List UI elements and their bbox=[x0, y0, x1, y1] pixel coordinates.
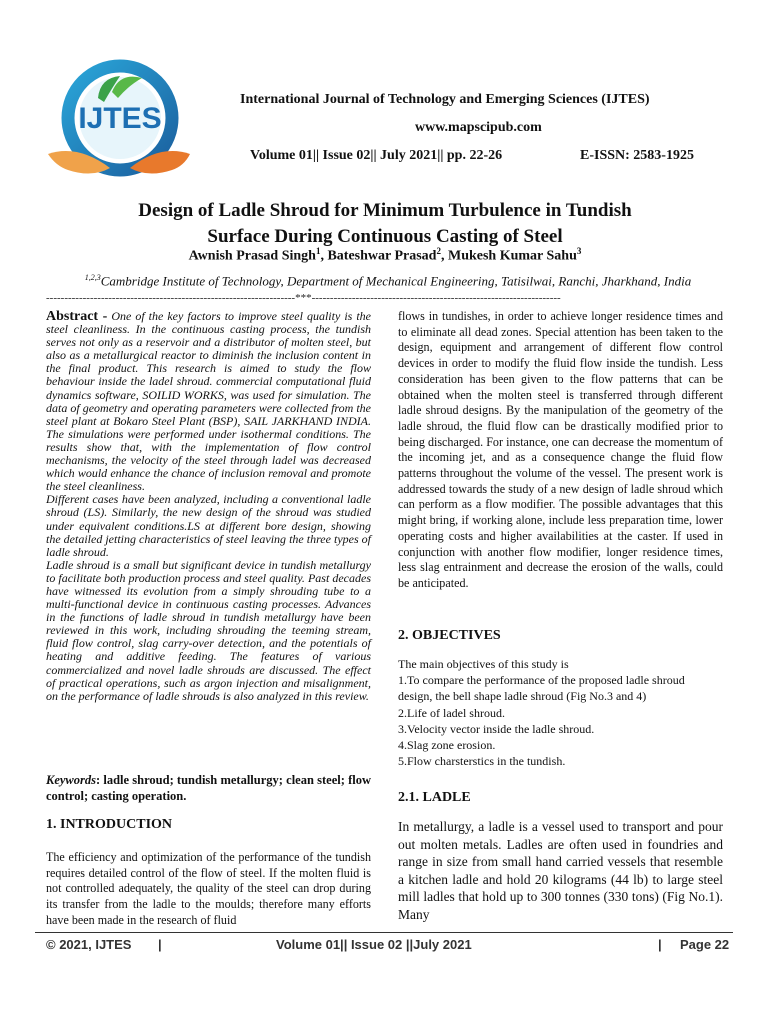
page-number: Page 22 bbox=[680, 937, 730, 952]
footer-separator: | bbox=[658, 937, 662, 952]
objective-item: 1.To compare the performance of the proposed ladle shroud bbox=[398, 673, 685, 688]
author-name: Mukesh Kumar Sahu bbox=[447, 248, 577, 264]
footer-copyright: © 2021, IJTES bbox=[46, 937, 132, 952]
intro-text: The efficiency and optimization of the performance of the tundish requires detailed control of the flow of steel. If the molten fluid is not controlled adequately, the quality of the steel can drop during its transfer from the ladle to the moulds; therefore many efforts have been made in the research of fluid bbox=[46, 850, 371, 927]
abstract bbox=[46, 310, 371, 703]
objective-item: 3.Velocity vector inside the ladle shroud. bbox=[398, 721, 595, 736]
abstract-label: Abstract - bbox=[46, 309, 108, 324]
section-separator: --------------------------------------------------------------------***-------------------------------------------------------------------- bbox=[46, 293, 561, 304]
paper-title-line1: Design of Ladle Shroud for Minimum Turbulence in Tundish bbox=[138, 200, 632, 221]
ladle-text: In metallurgy, a ladle is a vessel used to transport and pour out molten metals. Ladles are often used in foundries and range in size from small hand carried vessels that resemble a kitchen ladle and hold 20 kilograms (44 lb) to large steel mill ladles that hold up to 300 tonnes (330 tons) (Fig No.1). Many bbox=[398, 819, 723, 922]
affiliation-sup: 1,2,3 bbox=[84, 273, 101, 282]
journal-logo bbox=[38, 58, 198, 198]
issue-info: Volume 01|| Issue 02|| July 2021|| pp. 22-26 bbox=[250, 148, 503, 163]
author-name: Awnish Prasad Singh bbox=[188, 248, 316, 264]
objectives-heading: 2. OBJECTIVES bbox=[398, 628, 501, 643]
intro-heading: 1. INTRODUCTION bbox=[46, 817, 173, 832]
objectives-intro: The main objectives of this study is bbox=[398, 657, 569, 671]
objective-item: design, the bell shape ladle shroud (Fig No.3 and 4) bbox=[398, 689, 647, 704]
affiliation bbox=[48, 273, 728, 289]
footer-rule bbox=[35, 932, 733, 933]
author-sup: 1 bbox=[315, 246, 321, 256]
journal-name: International Journal of Technology and Emerging Sciences (IJTES) bbox=[240, 92, 650, 107]
keywords-text: : ladle shroud; tundish metallurgy; clean steel; flow control; casting operation. bbox=[46, 773, 371, 803]
author-name: Bateshwar Prasad bbox=[327, 248, 437, 264]
footer-volume: Volume 01|| Issue 02 ||July 2021 bbox=[276, 937, 472, 952]
author-sup: 3 bbox=[576, 246, 582, 256]
logo-text: IJTES bbox=[78, 102, 162, 135]
keywords-label: Keywords bbox=[46, 773, 96, 787]
keywords bbox=[46, 773, 371, 804]
objective-item: 4.Slag zone erosion. bbox=[398, 738, 496, 753]
paper-title-line2: Surface During Continuous Casting of Steel bbox=[207, 226, 563, 247]
objective-item: 2.Life of ladel shroud. bbox=[398, 705, 505, 720]
footer-separator: | bbox=[158, 937, 162, 952]
eissn: E-ISSN: 2583-1925 bbox=[580, 148, 694, 163]
objective-item: 5.Flow charsterstics in the tundish. bbox=[398, 754, 566, 769]
abstract-paragraph-3: Ladle shroud is a small but significant device in tundish metallurgy to facilitate both production process and steel quality. Past decades have witnessed its evolution from a simply shrouding tube to a multi-functional device in continuous casting processes. Advances in the functions of ladle shroud in tundish metallurgy have been reviewed in this work, including shrouding the teeming stream, fluid flow control, slag carry-over detection, and the potentials of heating and additive feeding. The features of various commercialized and novel ladle shrouds are discussed. The effect of practical operations, such as argon injection and misalignment, on the performance of ladle shrouds is also analyzed in this review. bbox=[46, 557, 371, 703]
intro-continuation: flows in tundishes, in order to achieve longer residence times and to eliminate all dead zones. Special attention has been taken to the design, equipment and arrangement of different flow control devices in order to modify the fluid flow inside the tundish. Less consideration has been given to the flow patterns that can be obtained when the molten steel is transferred through different ladle shroud designs. By the manipulation of the geometry of the ladle shroud, the fluid flow can be drastically modified prior to being discharged. For instance, one can decrease the momentum of the incoming jet, and as a consequence change the fluid flow patterns throughout the volume of the vessel. The present work is addressed towards the study of a new design of ladle shroud which can perform as a flow modifier. The possible advantages that this might bring, if working alone, include less preparation time, lower operating costs and higher availabilities at the caster. If used in conjunction with another flow modifier, longer residence times, less slag entrainment and decrease the erosion of the walls, could be anticipated. bbox=[398, 309, 723, 590]
journal-url[interactable]: www.mapscipub.com bbox=[415, 120, 542, 135]
author-list: Awnish Prasad Singh$^1$, Bateshwar Prasad$^2$, Mukesh Kumar Sahu$^3$ bbox=[188, 246, 582, 264]
ladle-heading: 2.1. LADLE bbox=[398, 790, 471, 805]
affiliation-text: Cambridge Institute of Technology, Department of Mechanical Engineering, Tatisilwai, Ranchi, Jharkhand, India bbox=[100, 273, 692, 289]
objectives-list bbox=[398, 656, 723, 769]
abstract-paragraph-1: One of the key factors to improve steel quality is the steel cleanliness. In the continuous casting process, the tundish serves not only as a reservoir and a distributor of molten steel, but also as a metallurgical reactor to diminish the inclusion content in the final product. This research is aimed to study the flow behaviour inside the ladel shroud. commercial computational fluid dynamics software, SOILID WORKS, was used for simulation. The data of geometry and operating parameters were collected from the steel plant at Bokaro Steel Plant (BSP), SAIL JARKHAND INDIA. The simulations were performed under isothermal conditions. The results show that, with the implementation of flow control mechanisms, the velocity of the steel through ladel was decreased which would enhance the chance of inclusion removal and promote the steel cleanliness. bbox=[46, 309, 371, 494]
abstract-paragraph-2: Different cases have been analyzed, including a conventional ladle shroud (LS). Similarly, the new design of the shroud was studied under equivalent conditions.LS at different bore design, showing the detailed jetting characteristics of steel leaving the three types of ladle shroud. bbox=[46, 492, 371, 559]
author-sup: 2 bbox=[436, 246, 441, 256]
